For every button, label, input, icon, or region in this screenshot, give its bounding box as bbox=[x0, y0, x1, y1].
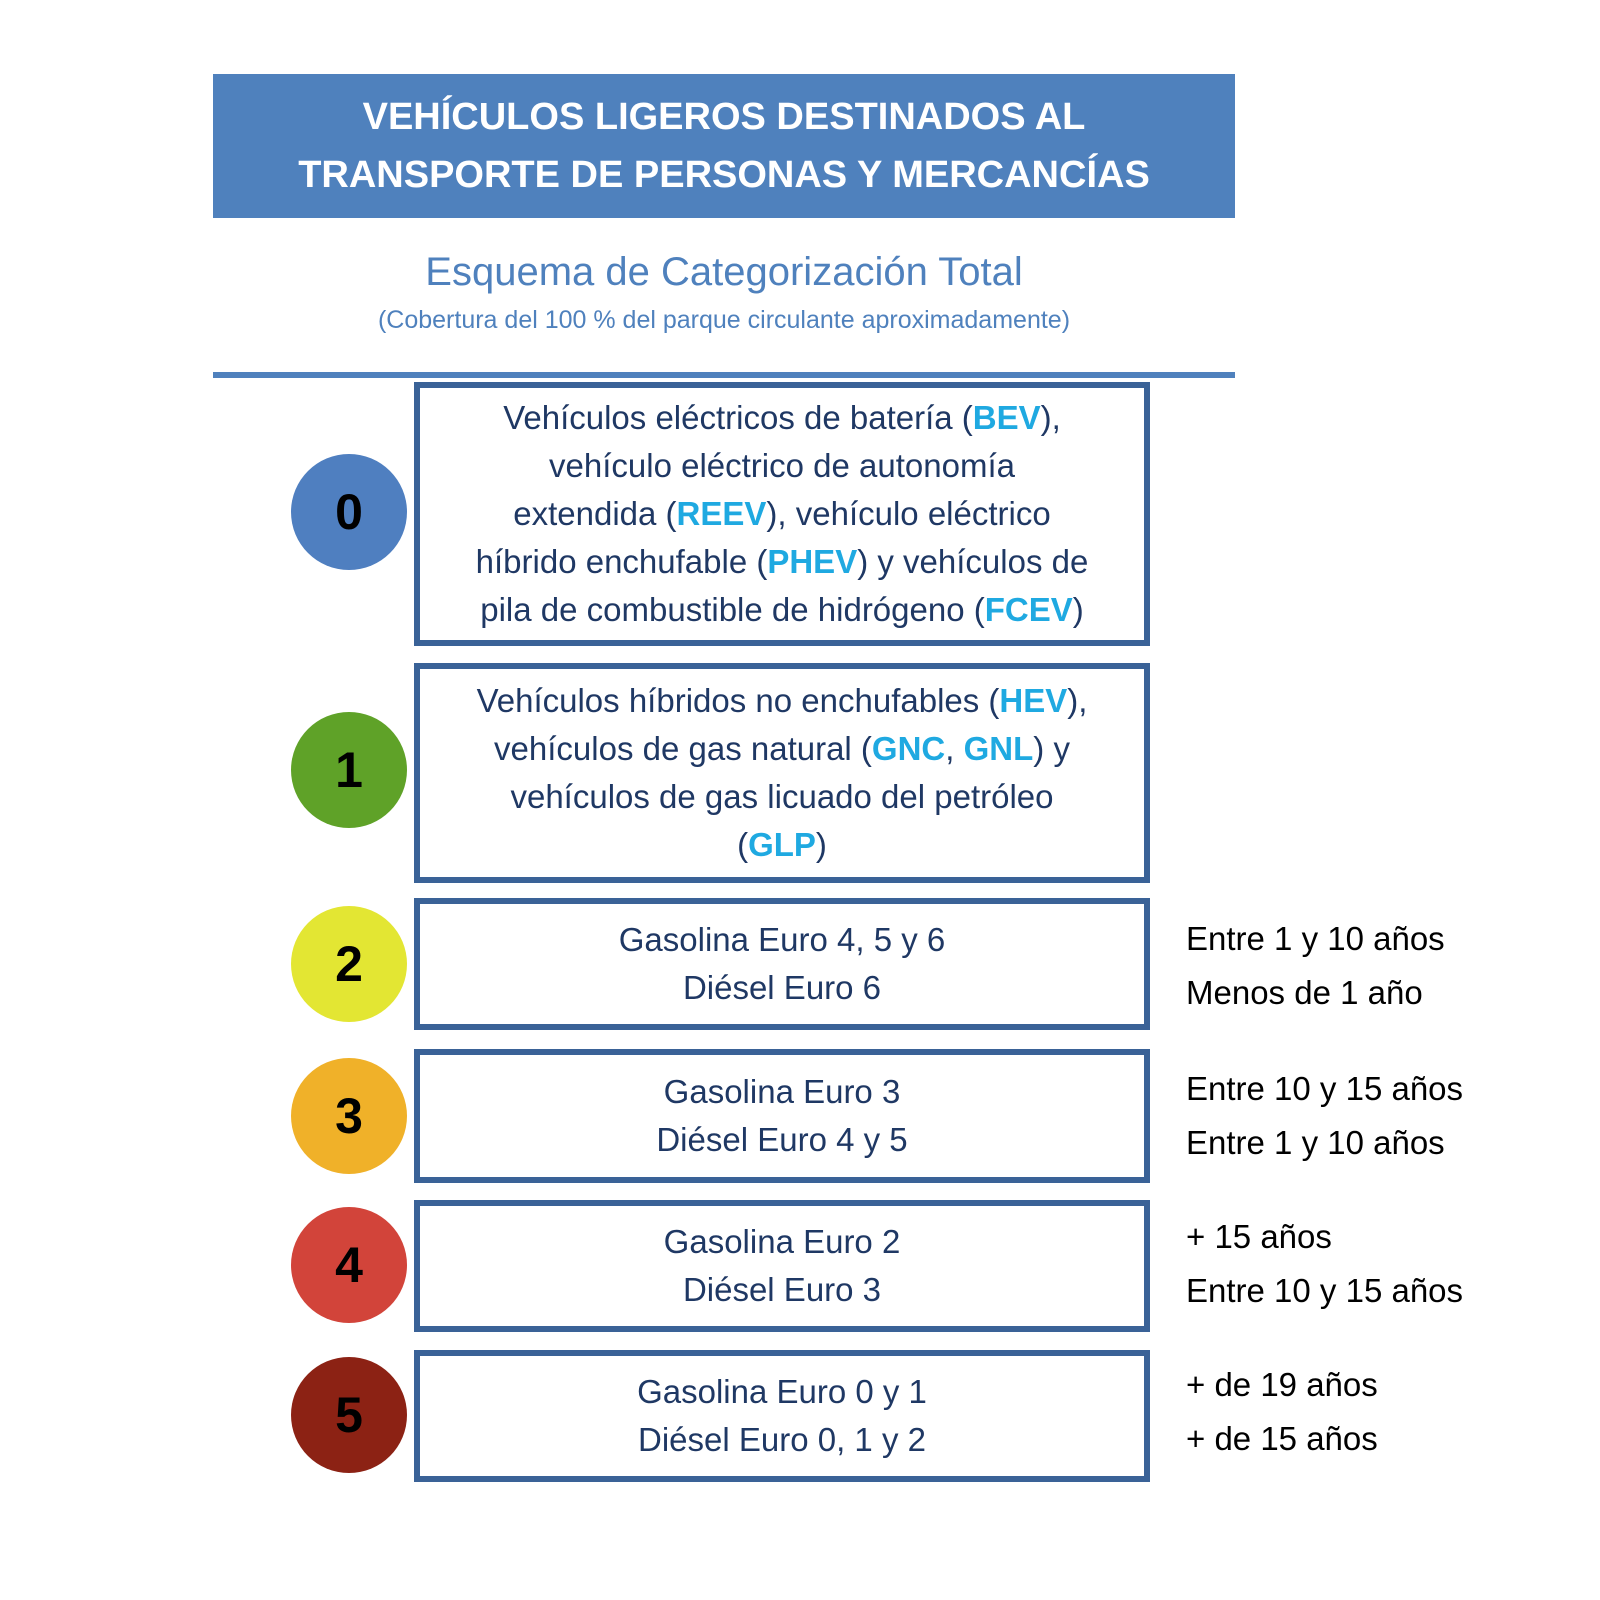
age-notes-2 bbox=[1186, 912, 1445, 1020]
category-box-1 bbox=[414, 663, 1150, 883]
description-line bbox=[513, 490, 1050, 538]
description-text: vehículo eléctrico de autonomía bbox=[549, 447, 1015, 484]
description-line bbox=[683, 964, 881, 1012]
category-badge-0: 0 bbox=[291, 454, 407, 570]
description-text: Vehículos híbridos no enchufables ( bbox=[476, 682, 1000, 719]
description-text: Diésel Euro 3 bbox=[682, 1271, 882, 1308]
description-text: híbrido enchufable ( bbox=[475, 543, 768, 580]
subtitle: Esquema de Categorización Total bbox=[425, 250, 1023, 294]
description-line bbox=[494, 725, 1070, 773]
category-badge-3: 3 bbox=[291, 1058, 407, 1174]
description-line bbox=[476, 538, 1089, 586]
category-box-2 bbox=[414, 898, 1150, 1030]
description-line bbox=[510, 773, 1053, 821]
description-line bbox=[619, 916, 946, 964]
acronym: GNC bbox=[871, 730, 946, 767]
acronym: REEV bbox=[676, 495, 767, 532]
acronym: PHEV bbox=[767, 543, 858, 580]
age-note: + de 15 años bbox=[1186, 1420, 1378, 1457]
description-text: ), bbox=[1067, 682, 1088, 719]
description-text: ), vehículo eléctrico bbox=[766, 495, 1051, 532]
description-text: ), bbox=[1040, 399, 1061, 436]
age-note: Entre 1 y 10 años bbox=[1186, 1124, 1445, 1161]
description-text: pila de combustible de hidrógeno ( bbox=[480, 591, 985, 628]
description-line bbox=[503, 394, 1061, 442]
acronym: HEV bbox=[999, 682, 1068, 719]
age-note: + 15 años bbox=[1186, 1218, 1332, 1255]
category-box-0 bbox=[414, 382, 1150, 646]
title-line-1: VEHÍCULOS LIGEROS DESTINADOS AL bbox=[362, 96, 1086, 138]
category-box-5 bbox=[414, 1350, 1150, 1482]
description-text: ) y vehículos de bbox=[857, 543, 1089, 580]
age-notes-3 bbox=[1186, 1062, 1463, 1170]
description-line bbox=[480, 586, 1084, 634]
description-text: ( bbox=[737, 826, 749, 863]
description-text: Diésel Euro 4 y 5 bbox=[656, 1121, 908, 1158]
description-line bbox=[477, 677, 1088, 725]
age-note: + de 19 años bbox=[1186, 1366, 1378, 1403]
age-note: Entre 10 y 15 años bbox=[1186, 1070, 1464, 1107]
description-text: ) bbox=[815, 826, 827, 863]
description-text: Gasolina Euro 4, 5 y 6 bbox=[618, 921, 946, 958]
category-box-3 bbox=[414, 1049, 1150, 1183]
age-note: Menos de 1 año bbox=[1186, 974, 1423, 1011]
acronym: GNL bbox=[963, 730, 1034, 767]
category-badge-4: 4 bbox=[291, 1207, 407, 1323]
description-text: Diésel Euro 0, 1 y 2 bbox=[638, 1421, 926, 1458]
description-line bbox=[737, 821, 827, 869]
description-line bbox=[664, 1068, 901, 1116]
description-text: ) y bbox=[1033, 730, 1070, 767]
age-notes-4 bbox=[1186, 1210, 1463, 1318]
category-badge-2: 2 bbox=[291, 906, 407, 1022]
description-line bbox=[638, 1416, 926, 1464]
description-text: Gasolina Euro 3 bbox=[663, 1073, 901, 1110]
age-note: Entre 10 y 15 años bbox=[1186, 1272, 1464, 1309]
description-text: extendida ( bbox=[513, 495, 677, 532]
age-note: Entre 1 y 10 años bbox=[1186, 920, 1445, 957]
description-line bbox=[683, 1266, 881, 1314]
title-banner bbox=[213, 74, 1235, 218]
description-text: , bbox=[945, 730, 964, 767]
acronym: BEV bbox=[972, 399, 1041, 436]
category-badge-5: 5 bbox=[291, 1357, 407, 1473]
description-text: ) bbox=[1072, 591, 1084, 628]
coverage-note: (Cobertura del 100 % del parque circulante aproximadamente) bbox=[377, 306, 1071, 334]
description-line bbox=[637, 1368, 927, 1416]
description-text: Gasolina Euro 2 bbox=[663, 1223, 901, 1260]
description-line bbox=[664, 1218, 901, 1266]
description-text: Vehículos eléctricos de batería ( bbox=[503, 399, 973, 436]
description-text: Gasolina Euro 0 y 1 bbox=[637, 1373, 927, 1410]
age-notes-5 bbox=[1186, 1358, 1378, 1466]
description-text: vehículos de gas natural ( bbox=[494, 730, 872, 767]
description-line bbox=[656, 1116, 907, 1164]
divider bbox=[213, 372, 1235, 378]
category-badge-1: 1 bbox=[291, 712, 407, 828]
acronym: FCEV bbox=[984, 591, 1073, 628]
description-text: Diésel Euro 6 bbox=[682, 969, 882, 1006]
description-line bbox=[549, 442, 1015, 490]
title-line-2: TRANSPORTE DE PERSONAS Y MERCANCÍAS bbox=[298, 154, 1150, 196]
category-box-4 bbox=[414, 1200, 1150, 1332]
acronym: GLP bbox=[748, 826, 816, 863]
description-text: vehículos de gas licuado del petróleo bbox=[510, 778, 1054, 815]
